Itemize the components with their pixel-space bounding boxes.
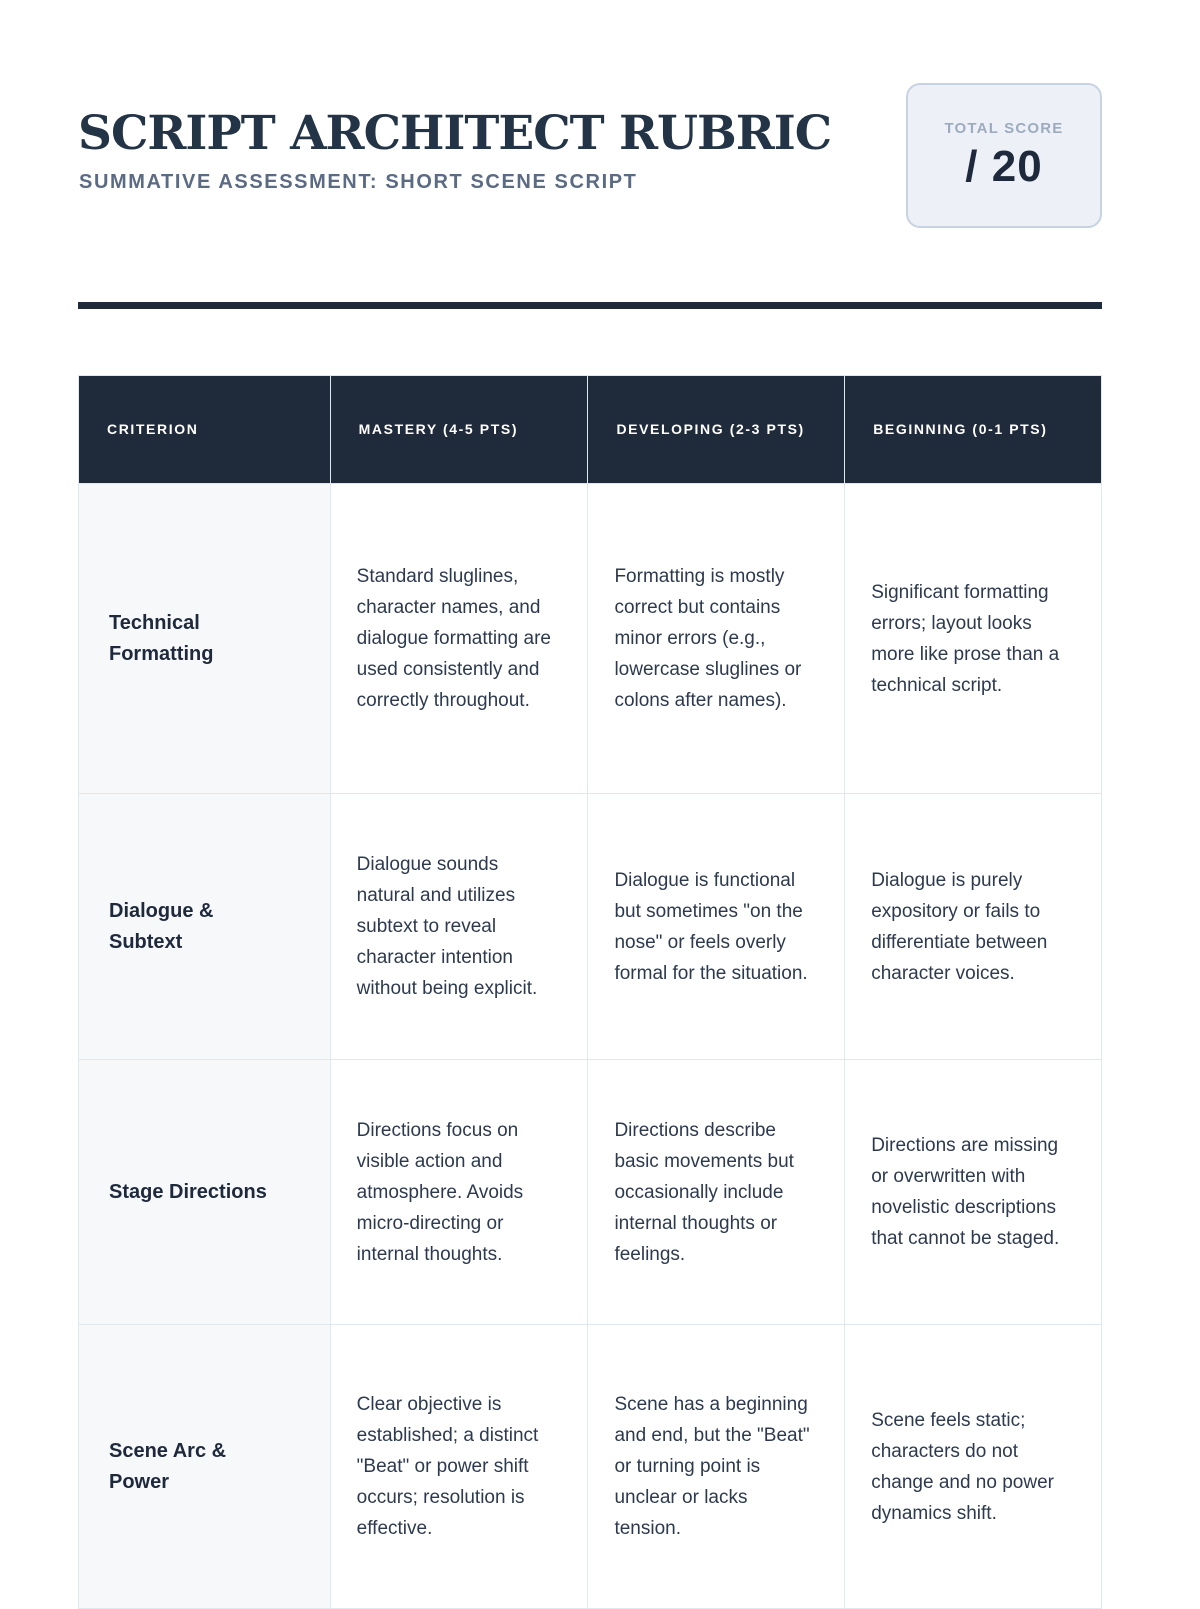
table-header-row: [79, 376, 1102, 484]
cell-beginning: Dialogue is purely expository or fails to differentiate between character voices.: [845, 794, 1102, 1060]
cell-mastery: Directions focus on visible action and atmosphere. Avoids micro-directing or internal thoughts.: [330, 1060, 588, 1325]
rubric-table: [78, 375, 1102, 1609]
rubric-page: [78, 0, 1102, 1609]
column-header: CRITERION: [79, 376, 331, 484]
column-header: DEVELOPING (2-3 PTS): [588, 376, 845, 484]
page-title: SCRIPT ARCHITECT RUBRIC: [78, 106, 832, 161]
table-row: [79, 1325, 1102, 1609]
cell-mastery: Dialogue sounds natural and utilizes subtext to reveal character intention without being explicit.: [330, 794, 588, 1060]
table-row: [79, 794, 1102, 1060]
table-row: [79, 484, 1102, 794]
cell-developing: Dialogue is functional but sometimes "on the nose" or feels overly formal for the situation.: [588, 794, 845, 1060]
cell-mastery: Clear objective is established; a distinct "Beat" or power shift occurs; resolution is effective.: [330, 1325, 588, 1609]
table-row: [79, 1060, 1102, 1325]
cell-beginning: Scene feels static; characters do not change and no power dynamics shift.: [845, 1325, 1102, 1609]
page-header: [78, 83, 1102, 228]
total-score-label: TOTAL SCORE: [944, 119, 1064, 137]
cell-developing: Scene has a beginning and end, but the "Beat" or turning point is unclear or lacks tension.: [588, 1325, 845, 1609]
rubric-table-body: [79, 484, 1102, 1609]
title-block: [78, 106, 832, 194]
cell-developing: Directions describe basic movements but occasionally include internal thoughts or feelings.: [588, 1060, 845, 1325]
total-score-box: [906, 83, 1102, 228]
column-header: BEGINNING (0-1 PTS): [845, 376, 1102, 484]
cell-mastery: Standard sluglines, character names, and dialogue formatting are used consistently and correctly throughout.: [330, 484, 588, 794]
page-subtitle: SUMMATIVE ASSESSMENT: SHORT SCENE SCRIPT: [79, 171, 638, 194]
criterion-label: Dialogue & Subtext: [79, 794, 331, 1060]
column-header: MASTERY (4-5 PTS): [330, 376, 588, 484]
cell-beginning: Significant formatting errors; layout looks more like prose than a technical script.: [845, 484, 1102, 794]
divider-rule: [78, 302, 1102, 309]
criterion-label: Scene Arc & Power: [79, 1325, 331, 1609]
criterion-label: Technical Formatting: [79, 484, 331, 794]
total-score-value: / 20: [965, 141, 1043, 191]
criterion-label: Stage Directions: [79, 1060, 331, 1325]
cell-beginning: Directions are missing or overwritten with novelistic descriptions that cannot be staged.: [845, 1060, 1102, 1325]
cell-developing: Formatting is mostly correct but contains minor errors (e.g., lowercase sluglines or colons after names).: [588, 484, 845, 794]
